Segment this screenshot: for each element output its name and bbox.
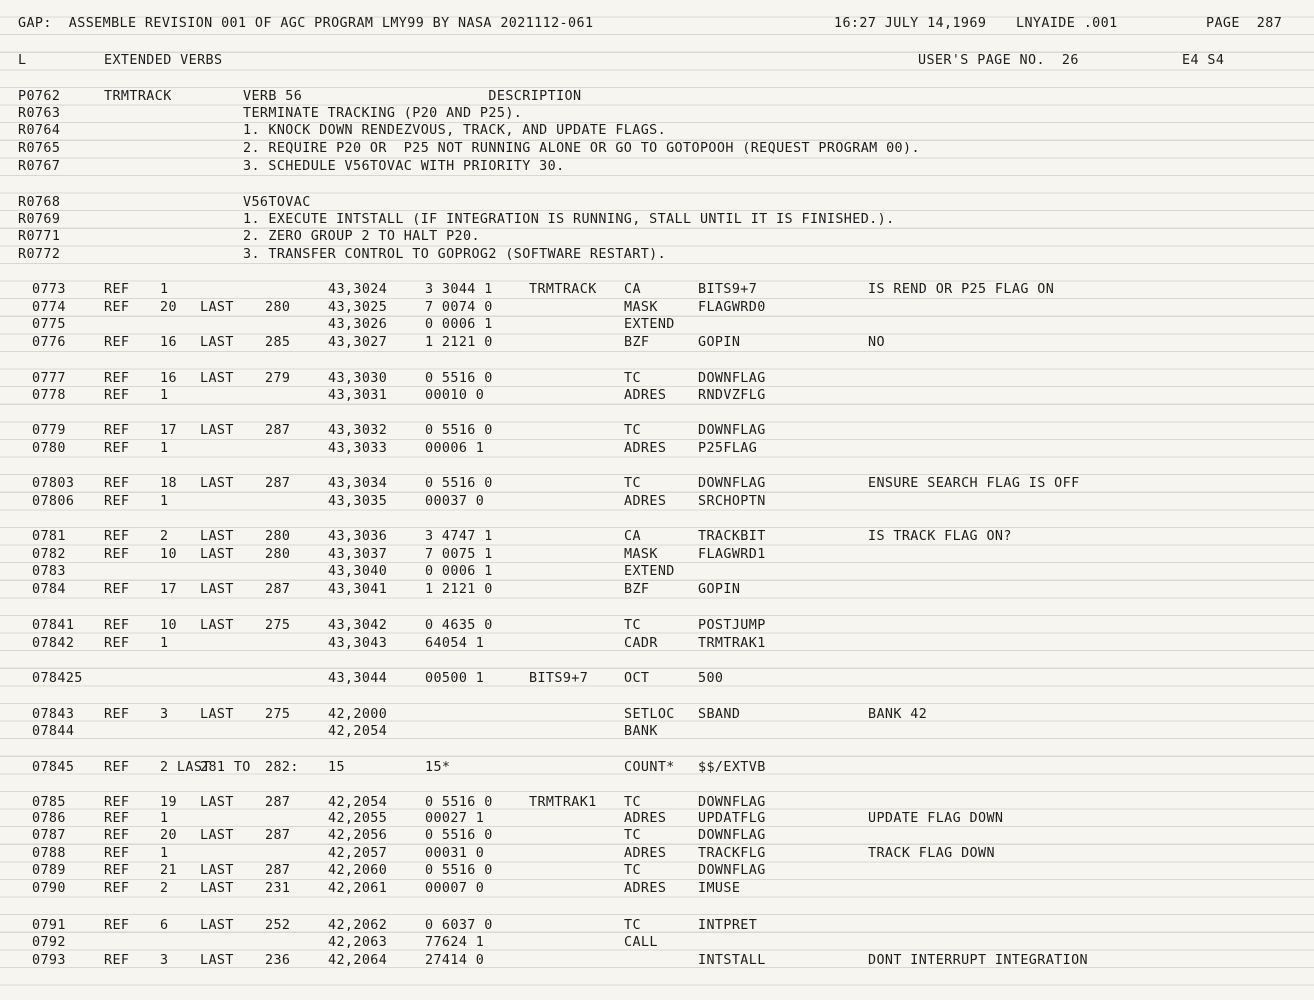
- last-marker: LAST: [200, 953, 234, 968]
- octal-code: 0 4635 0: [425, 618, 493, 633]
- listing-row: [0, 934, 1314, 952]
- operand: POSTJUMP: [698, 618, 766, 633]
- address: 42,2064: [328, 953, 388, 968]
- opcode: TC: [624, 371, 641, 386]
- line-number: 0780: [32, 441, 66, 456]
- remark-text: 3. TRANSFER CONTROL TO GOPROG2 (SOFTWARE RESTART).: [243, 247, 667, 262]
- listing-row: [0, 617, 1314, 635]
- ref-marker: REF: [104, 618, 130, 633]
- octal-code: 7 0074 0: [425, 300, 493, 315]
- ref-count: 19: [160, 795, 177, 810]
- page-code: E4 S4: [1182, 53, 1225, 68]
- comment: ENSURE SEARCH FLAG IS OFF: [868, 476, 1080, 491]
- ref-marker: REF: [104, 881, 130, 896]
- ref-marker: REF: [104, 582, 130, 597]
- ref-count: 18: [160, 476, 177, 491]
- last-marker: LAST: [200, 423, 234, 438]
- ref-marker: REF: [104, 282, 130, 297]
- ref-marker: REF: [104, 300, 130, 315]
- ref-count: 16: [160, 335, 177, 350]
- line-number: 0781: [32, 529, 66, 544]
- listing-row: [0, 670, 1314, 688]
- octal-code: 0 5516 0: [425, 423, 493, 438]
- ref-count: 10: [160, 547, 177, 562]
- remark-line: [0, 194, 1314, 212]
- line-number: 0788: [32, 846, 66, 861]
- last-marker: LAST: [200, 300, 234, 315]
- last-page: 236: [265, 953, 291, 968]
- operand: DOWNFLAG: [698, 863, 766, 878]
- last-page: 280: [265, 547, 291, 562]
- octal-code: 0 5516 0: [425, 795, 493, 810]
- operand: FLAGWRD1: [698, 547, 766, 562]
- last-page: 287: [265, 795, 291, 810]
- assembly-title: GAP: ASSEMBLE REVISION 001 OF AGC PROGRAM LMY99 BY NASA 2021112-061: [18, 16, 594, 31]
- ref-marker: REF: [104, 846, 130, 861]
- line-number: 0785: [32, 795, 66, 810]
- ref-marker: REF: [104, 547, 130, 562]
- assembly-timestamp: 16:27 JULY 14,1969: [834, 16, 987, 31]
- last-marker: LAST: [200, 582, 234, 597]
- listing-row: [0, 281, 1314, 299]
- address: 43,3025: [328, 300, 388, 315]
- comment: UPDATE FLAG DOWN: [868, 811, 1004, 826]
- line-number: 0773: [32, 282, 66, 297]
- opcode: TC: [624, 863, 641, 878]
- address: 43,3035: [328, 494, 388, 509]
- ref-count: 1: [160, 636, 169, 651]
- remark-text: 3. SCHEDULE V56TOVAC WITH PRIORITY 30.: [243, 159, 565, 174]
- last-page: 287: [265, 863, 291, 878]
- opcode: MASK: [624, 547, 658, 562]
- address: 43,3034: [328, 476, 388, 491]
- remark-id: R0772: [18, 247, 61, 262]
- listing-row: [0, 546, 1314, 564]
- ref-count: 20: [160, 828, 177, 843]
- operand: BITS9+7: [698, 282, 758, 297]
- listing-row: [0, 387, 1314, 405]
- address: 42,2061: [328, 881, 388, 896]
- operand: DOWNFLAG: [698, 371, 766, 386]
- operand: DOWNFLAG: [698, 828, 766, 843]
- ref-marker: REF: [104, 707, 130, 722]
- octal-code: 0 5516 0: [425, 828, 493, 843]
- opcode: BANK: [624, 724, 658, 739]
- users-page: USER'S PAGE NO. 26: [918, 53, 1079, 68]
- program-id: LNYAIDE .001: [1016, 16, 1118, 31]
- ref-marker: REF: [104, 760, 130, 775]
- ref-count: 10: [160, 618, 177, 633]
- opcode: CADR: [624, 636, 658, 651]
- ref-count: 20: [160, 300, 177, 315]
- listing-row: [0, 952, 1314, 970]
- remark-line: [0, 122, 1314, 140]
- ref-marker: REF: [104, 828, 130, 843]
- operand: GOPIN: [698, 335, 741, 350]
- octal-code: 27414 0: [425, 953, 485, 968]
- operand: 500: [698, 671, 724, 686]
- line-number: 07841: [32, 618, 75, 633]
- last-page: 287: [265, 423, 291, 438]
- ref-marker: REF: [104, 423, 130, 438]
- address: 43,3040: [328, 564, 388, 579]
- line-number: 07844: [32, 724, 75, 739]
- octal-code: 7 0075 1: [425, 547, 493, 562]
- address: 43,3044: [328, 671, 388, 686]
- last-page: 231: [265, 881, 291, 896]
- octal-code: 3 3044 1: [425, 282, 493, 297]
- line-number: 0790: [32, 881, 66, 896]
- last-marker: LAST: [200, 529, 234, 544]
- opcode: EXTEND: [624, 317, 675, 332]
- listing-row: [0, 299, 1314, 317]
- line-number: 07845: [32, 760, 75, 775]
- ref-count: 3: [160, 707, 169, 722]
- listing-row: [0, 370, 1314, 388]
- octal-code: 00010 0: [425, 388, 485, 403]
- last-page: 275: [265, 707, 291, 722]
- address: 43,3036: [328, 529, 388, 544]
- opcode: ADRES: [624, 494, 667, 509]
- listing-row: [0, 862, 1314, 880]
- last-marker: LAST: [200, 863, 234, 878]
- header-line: [0, 15, 1314, 33]
- last-page: 280: [265, 300, 291, 315]
- address: 43,3043: [328, 636, 388, 651]
- address: 42,2060: [328, 863, 388, 878]
- opcode: ADRES: [624, 388, 667, 403]
- ref-marker: REF: [104, 476, 130, 491]
- last-marker: LAST: [200, 547, 234, 562]
- ref-count: 16: [160, 371, 177, 386]
- octal-code: 00007 0: [425, 881, 485, 896]
- operand: IMUSE: [698, 881, 741, 896]
- section-line: [0, 52, 1314, 70]
- octal-code: 1 2121 0: [425, 335, 493, 350]
- ref-marker: REF: [104, 811, 130, 826]
- ref-count: 1: [160, 282, 169, 297]
- last-page: 287: [265, 828, 291, 843]
- octal-code: 64054 1: [425, 636, 485, 651]
- remark-id: R0769: [18, 212, 61, 227]
- operand: DOWNFLAG: [698, 476, 766, 491]
- remark-line: [0, 228, 1314, 246]
- address: 42,2054: [328, 795, 388, 810]
- last-page: 252: [265, 918, 291, 933]
- line-number: 0792: [32, 935, 66, 950]
- operand: FLAGWRD0: [698, 300, 766, 315]
- address: 43,3026: [328, 317, 388, 332]
- operand: DOWNFLAG: [698, 795, 766, 810]
- octal-code: 1 2121 0: [425, 582, 493, 597]
- comment: IS TRACK FLAG ON?: [868, 529, 1012, 544]
- ref-marker: REF: [104, 371, 130, 386]
- octal-code: 00006 1: [425, 441, 485, 456]
- opcode: OCT: [624, 671, 650, 686]
- operand: SRCHOPTN: [698, 494, 766, 509]
- listing-row: [0, 759, 1314, 777]
- opcode: CALL: [624, 935, 658, 950]
- operand: P25FLAG: [698, 441, 758, 456]
- listing-row: [0, 581, 1314, 599]
- ref-marker: REF: [104, 953, 130, 968]
- address: 43,3032: [328, 423, 388, 438]
- remark-text: VERB 56 DESCRIPTION: [243, 89, 582, 104]
- ref-count: 2: [160, 529, 169, 544]
- opcode: BZF: [624, 335, 650, 350]
- operand: TRACKBIT: [698, 529, 766, 544]
- octal-code: 15*: [425, 760, 451, 775]
- last-marker: LAST: [200, 335, 234, 350]
- last-marker: LAST: [200, 371, 234, 386]
- line-number: 0779: [32, 423, 66, 438]
- remark-text: TERMINATE TRACKING (P20 AND P25).: [243, 106, 523, 121]
- last-marker: LAST: [200, 476, 234, 491]
- opcode: TC: [624, 618, 641, 633]
- last-marker: LAST: [200, 918, 234, 933]
- ref-count: 2 LAST: [160, 760, 211, 775]
- last-marker: 281 TO: [200, 760, 251, 775]
- comment: TRACK FLAG DOWN: [868, 846, 995, 861]
- symbol-label: TRMTRAK1: [529, 795, 597, 810]
- line-number: 07806: [32, 494, 75, 509]
- address: 42,2063: [328, 935, 388, 950]
- listing-row: [0, 827, 1314, 845]
- remark-text: 2. ZERO GROUP 2 TO HALT P20.: [243, 229, 480, 244]
- address: 15: [328, 760, 345, 775]
- operand: $$/EXTVB: [698, 760, 766, 775]
- opcode: SETLOC: [624, 707, 675, 722]
- line-number: 0791: [32, 918, 66, 933]
- listing-row: [0, 880, 1314, 898]
- opcode: ADRES: [624, 846, 667, 861]
- remark-text: 1. EXECUTE INTSTALL (IF INTEGRATION IS RUNNING, STALL UNTIL IT IS FINISHED.).: [243, 212, 895, 227]
- remark-name: TRMTRACK: [104, 89, 172, 104]
- ref-marker: REF: [104, 335, 130, 350]
- address: 43,3027: [328, 335, 388, 350]
- opcode: CA: [624, 529, 641, 544]
- ref-count: 21: [160, 863, 177, 878]
- octal-code: 00031 0: [425, 846, 485, 861]
- last-page: 287: [265, 582, 291, 597]
- opcode: ADRES: [624, 811, 667, 826]
- ref-count: 17: [160, 423, 177, 438]
- listing-row: [0, 316, 1314, 334]
- symbol-label: BITS9+7: [529, 671, 589, 686]
- operand: TRACKFLG: [698, 846, 766, 861]
- line-number: 0774: [32, 300, 66, 315]
- ref-count: 17: [160, 582, 177, 597]
- section-title: EXTENDED VERBS: [104, 53, 223, 68]
- operand: TRMTRAK1: [698, 636, 766, 651]
- line-number: 07842: [32, 636, 75, 651]
- opcode: TC: [624, 918, 641, 933]
- octal-code: 0 5516 0: [425, 476, 493, 491]
- octal-code: 0 5516 0: [425, 371, 493, 386]
- line-number: 0777: [32, 371, 66, 386]
- opcode: ADRES: [624, 881, 667, 896]
- opcode: COUNT*: [624, 760, 675, 775]
- remark-line: [0, 246, 1314, 264]
- last-page: 285: [265, 335, 291, 350]
- octal-code: 3 4747 1: [425, 529, 493, 544]
- opcode: MASK: [624, 300, 658, 315]
- comment: NO: [868, 335, 885, 350]
- address: 43,3024: [328, 282, 388, 297]
- listing-row: [0, 493, 1314, 511]
- address: 42,2055: [328, 811, 388, 826]
- remark-id: R0768: [18, 195, 61, 210]
- last-marker: LAST: [200, 881, 234, 896]
- remark-text: 2. REQUIRE P20 OR P25 NOT RUNNING ALONE OR GO TO GOTOPOOH (REQUEST PROGRAM 00).: [243, 141, 920, 156]
- address: 43,3041: [328, 582, 388, 597]
- opcode: ADRES: [624, 441, 667, 456]
- last-marker: LAST: [200, 618, 234, 633]
- address: 43,3033: [328, 441, 388, 456]
- opcode: CA: [624, 282, 641, 297]
- comment: IS REND OR P25 FLAG ON: [868, 282, 1055, 297]
- address: 42,2062: [328, 918, 388, 933]
- octal-code: 00037 0: [425, 494, 485, 509]
- line-number: 078425: [32, 671, 83, 686]
- line-number: 0793: [32, 953, 66, 968]
- listing-row: [0, 917, 1314, 935]
- listing-row: [0, 706, 1314, 724]
- remark-text: 1. KNOCK DOWN RENDEZVOUS, TRACK, AND UPDATE FLAGS.: [243, 123, 667, 138]
- listing-row: [0, 334, 1314, 352]
- octal-code: 0 0006 1: [425, 317, 493, 332]
- address: 42,2057: [328, 846, 388, 861]
- opcode: TC: [624, 795, 641, 810]
- address: 43,3030: [328, 371, 388, 386]
- line-number: 0778: [32, 388, 66, 403]
- listing-row: [0, 440, 1314, 458]
- address: 43,3042: [328, 618, 388, 633]
- listing-row: [0, 723, 1314, 741]
- ref-marker: REF: [104, 388, 130, 403]
- opcode: EXTEND: [624, 564, 675, 579]
- octal-code: 0 6037 0: [425, 918, 493, 933]
- line-number: 0776: [32, 335, 66, 350]
- line-number: 0789: [32, 863, 66, 878]
- comment: DONT INTERRUPT INTEGRATION: [868, 953, 1089, 968]
- line-number: 07803: [32, 476, 75, 491]
- address: 42,2000: [328, 707, 388, 722]
- page-number: PAGE 287: [1206, 16, 1283, 31]
- remark-line: [0, 105, 1314, 123]
- line-number: 0787: [32, 828, 66, 843]
- operand: INTPRET: [698, 918, 758, 933]
- listing-row: [0, 563, 1314, 581]
- listing-row: [0, 635, 1314, 653]
- operand: SBAND: [698, 707, 741, 722]
- operand: RNDVZFLG: [698, 388, 766, 403]
- address: 43,3037: [328, 547, 388, 562]
- comment: BANK 42: [868, 707, 928, 722]
- ref-count: 6: [160, 918, 169, 933]
- remark-line: [0, 158, 1314, 176]
- remark-id: R0763: [18, 106, 61, 121]
- ref-marker: REF: [104, 494, 130, 509]
- address: 42,2056: [328, 828, 388, 843]
- ref-count: 1: [160, 388, 169, 403]
- last-marker: LAST: [200, 707, 234, 722]
- last-page: 275: [265, 618, 291, 633]
- octal-code: 0 0006 1: [425, 564, 493, 579]
- remark-line: [0, 211, 1314, 229]
- last-page: 279: [265, 371, 291, 386]
- remark-id: R0764: [18, 123, 61, 138]
- ref-count: 1: [160, 846, 169, 861]
- last-page: 282:: [265, 760, 299, 775]
- listing-label: L: [18, 53, 27, 68]
- last-marker: LAST: [200, 828, 234, 843]
- remark-id: R0767: [18, 159, 61, 174]
- remark-id: P0762: [18, 89, 61, 104]
- operand: UPDATFLG: [698, 811, 766, 826]
- ref-count: 3: [160, 953, 169, 968]
- listing-row: [0, 528, 1314, 546]
- remark-line: [0, 88, 1314, 106]
- last-marker: LAST: [200, 795, 234, 810]
- last-page: 287: [265, 476, 291, 491]
- ref-count: 2: [160, 881, 169, 896]
- opcode: BZF: [624, 582, 650, 597]
- opcode: TC: [624, 423, 641, 438]
- line-number: 0775: [32, 317, 66, 332]
- line-number: 0782: [32, 547, 66, 562]
- listing-row: [0, 422, 1314, 440]
- remark-id: R0765: [18, 141, 61, 156]
- ref-count: 1: [160, 494, 169, 509]
- last-page: 280: [265, 529, 291, 544]
- ref-count: 1: [160, 441, 169, 456]
- address: 42,2054: [328, 724, 388, 739]
- ref-marker: REF: [104, 441, 130, 456]
- address: 43,3031: [328, 388, 388, 403]
- opcode: TC: [624, 828, 641, 843]
- operand: INTSTALL: [698, 953, 766, 968]
- remark-id: R0771: [18, 229, 61, 244]
- line-number: 0783: [32, 564, 66, 579]
- octal-code: 77624 1: [425, 935, 485, 950]
- listing-row: [0, 810, 1314, 828]
- operand: GOPIN: [698, 582, 741, 597]
- octal-code: 00027 1: [425, 811, 485, 826]
- ref-marker: REF: [104, 918, 130, 933]
- octal-code: 00500 1: [425, 671, 485, 686]
- remark-text: V56TOVAC: [243, 195, 311, 210]
- symbol-label: TRMTRACK: [529, 282, 597, 297]
- ref-marker: REF: [104, 795, 130, 810]
- octal-code: 0 5516 0: [425, 863, 493, 878]
- ref-marker: REF: [104, 636, 130, 651]
- ref-marker: REF: [104, 863, 130, 878]
- ref-count: 1: [160, 811, 169, 826]
- listing-row: [0, 475, 1314, 493]
- line-number: 0784: [32, 582, 66, 597]
- line-number: 07843: [32, 707, 75, 722]
- operand: DOWNFLAG: [698, 423, 766, 438]
- line-number: 0786: [32, 811, 66, 826]
- listing-row: [0, 845, 1314, 863]
- opcode: TC: [624, 476, 641, 491]
- remark-line: [0, 140, 1314, 158]
- ref-marker: REF: [104, 529, 130, 544]
